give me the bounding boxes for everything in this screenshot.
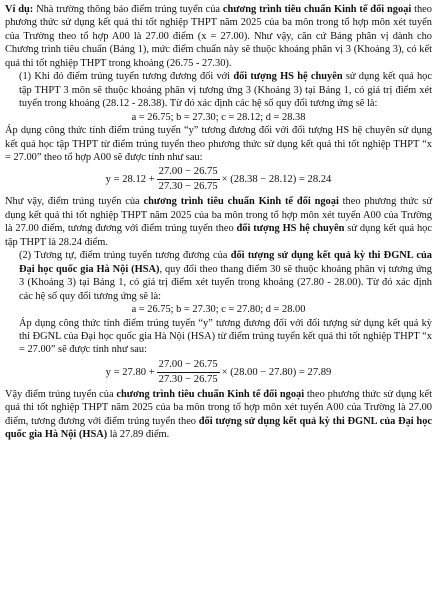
section-2-paragraph: (2) Tương tự, điểm trúng tuyển tương đương của đối tượng sử dụng kết quả kỳ thi ĐGNL của Đại học quốc gia Hà Nội (HSA), quy đổi theo thang điểm 30 sẽ thuộc khoảng phân vị tương ứng 3 (Khoảng 3) tại Bảng 1, có giá trị điểm xét tuyển trong khoảng (27.80 - 28.00). Từ đó xác định các hệ số quy đổi tương ứng sẽ là: [19,250,432,302]
section-1-formula [5,164,432,195]
section-1-conclusion: Như vậy, điểm trúng tuyển của chương trình tiêu chuẩn Kinh tế đối ngoại theo phương thức sử dụng kết quả thi tốt nghiệp THPT năm 2025 của ba môn trong tổ hợp môn xét tuyển A00 của Trường là 27.00 điểm, tương đương với điểm trúng tuyển theo đối tượng HS hệ chuyên sử dụng kết quả học tập THPT là 28.24 điểm. [5,196,432,248]
fraction-denominator: 27.30 − 26.75 [158,181,218,193]
intro-paragraph: Ví dụ: Nhà trường thông báo điểm trúng tuyển của chương trình tiêu chuẩn Kinh tế đối ngoại theo phương thức sử dụng kết quả thi tốt nghiệp THPT năm 2025 của ba môn trong tổ hợp môn xét tuyển của Trường theo tổ hợp A00 là 27.00 điểm (x = 27.00). Như vậy, căn cứ Bảng phân vị dành cho Chương trình tiêu chuẩn (Bảng 1), mức điểm chuẩn này sẽ thuộc khoảng phân vị 3 (Khoảng 3), có kết quả thi tốt nghiệp THPT trong khoảng (26.75 - 27.30). [5,4,432,69]
fraction-numerator: 27.00 − 26.75 [157,359,220,373]
formula-fraction [157,166,220,193]
section-2-formula [5,357,432,388]
formula-rhs: × (28.38 − 28.12) = 28.24 [221,174,332,186]
formula-lhs: y = 28.12 + [105,174,155,186]
section-1-paragraph: (1) Khi đó điểm trúng tuyển tương đương đối với đối tượng HS hệ chuyên sử dụng kết quả học tập THPT 3 môn sẽ thuộc khoảng phân vị tương ứng 3 (Khoảng 3) tại Bảng 1, có giá trị điểm xét tuyển trong khoảng (28.12 - 28.38). Từ đó xác định các hệ số quy đổi tương ứng sẽ là: [19,71,432,110]
section-2-conclusion: Vậy điểm trúng tuyển của chương trình tiêu chuẩn Kinh tế đối ngoại theo phương thức sử dụng kết quả thi tốt nghiệp THPT năm 2025 của ba môn trong tổ hợp môn xét tuyển A00 của Trường là 27.00 điểm, tương đương với điểm trúng tuyển theo đối tượng sử dụng kết quả kỳ thi ĐGNL của Đại học quốc gia Hà Nội (HSA) là 27.89 điểm. [5,388,433,441]
formula-fraction [157,359,220,386]
section-1-coefficients: a = 26.75; b = 27.30; c = 28.12; d = 28.38 [131,111,306,123]
example-label: Ví dụ: [5,4,34,15]
fraction-numerator: 27.00 − 26.75 [157,166,220,180]
section-1-apply-text: Áp dụng công thức tính điểm trúng tuyển “y” tương đương đối với đối tượng HS hệ chuyên sử dụng kết quả học tập THPT từ điểm trúng tuyển theo phương thức sử dụng kết quả thi tốt nghiệp THPT “x = 27.00” theo tổ hợp A00 sẽ được tính như sau: [5,125,432,163]
formula-rhs: × (28.00 − 27.80) = 27.89 [221,366,332,378]
section-2-coefficients: a = 26.75; b = 27.30; c = 27.80; d = 28.00 [131,304,306,316]
section-2-apply-text: Áp dụng công thức tính điểm trúng tuyển “y” tương đương đối với đối tượng sử dụng kết quả kỳ thi ĐGNL của Đại học quốc gia Hà Nội (HSA) từ điểm trúng tuyển kết quả thi tốt nghiệp THPT “x = 27.00” sẽ được tính như sau: [19,317,432,356]
formula-lhs: y = 27.80 + [105,366,155,378]
fraction-denominator: 27.30 − 26.75 [158,373,218,385]
